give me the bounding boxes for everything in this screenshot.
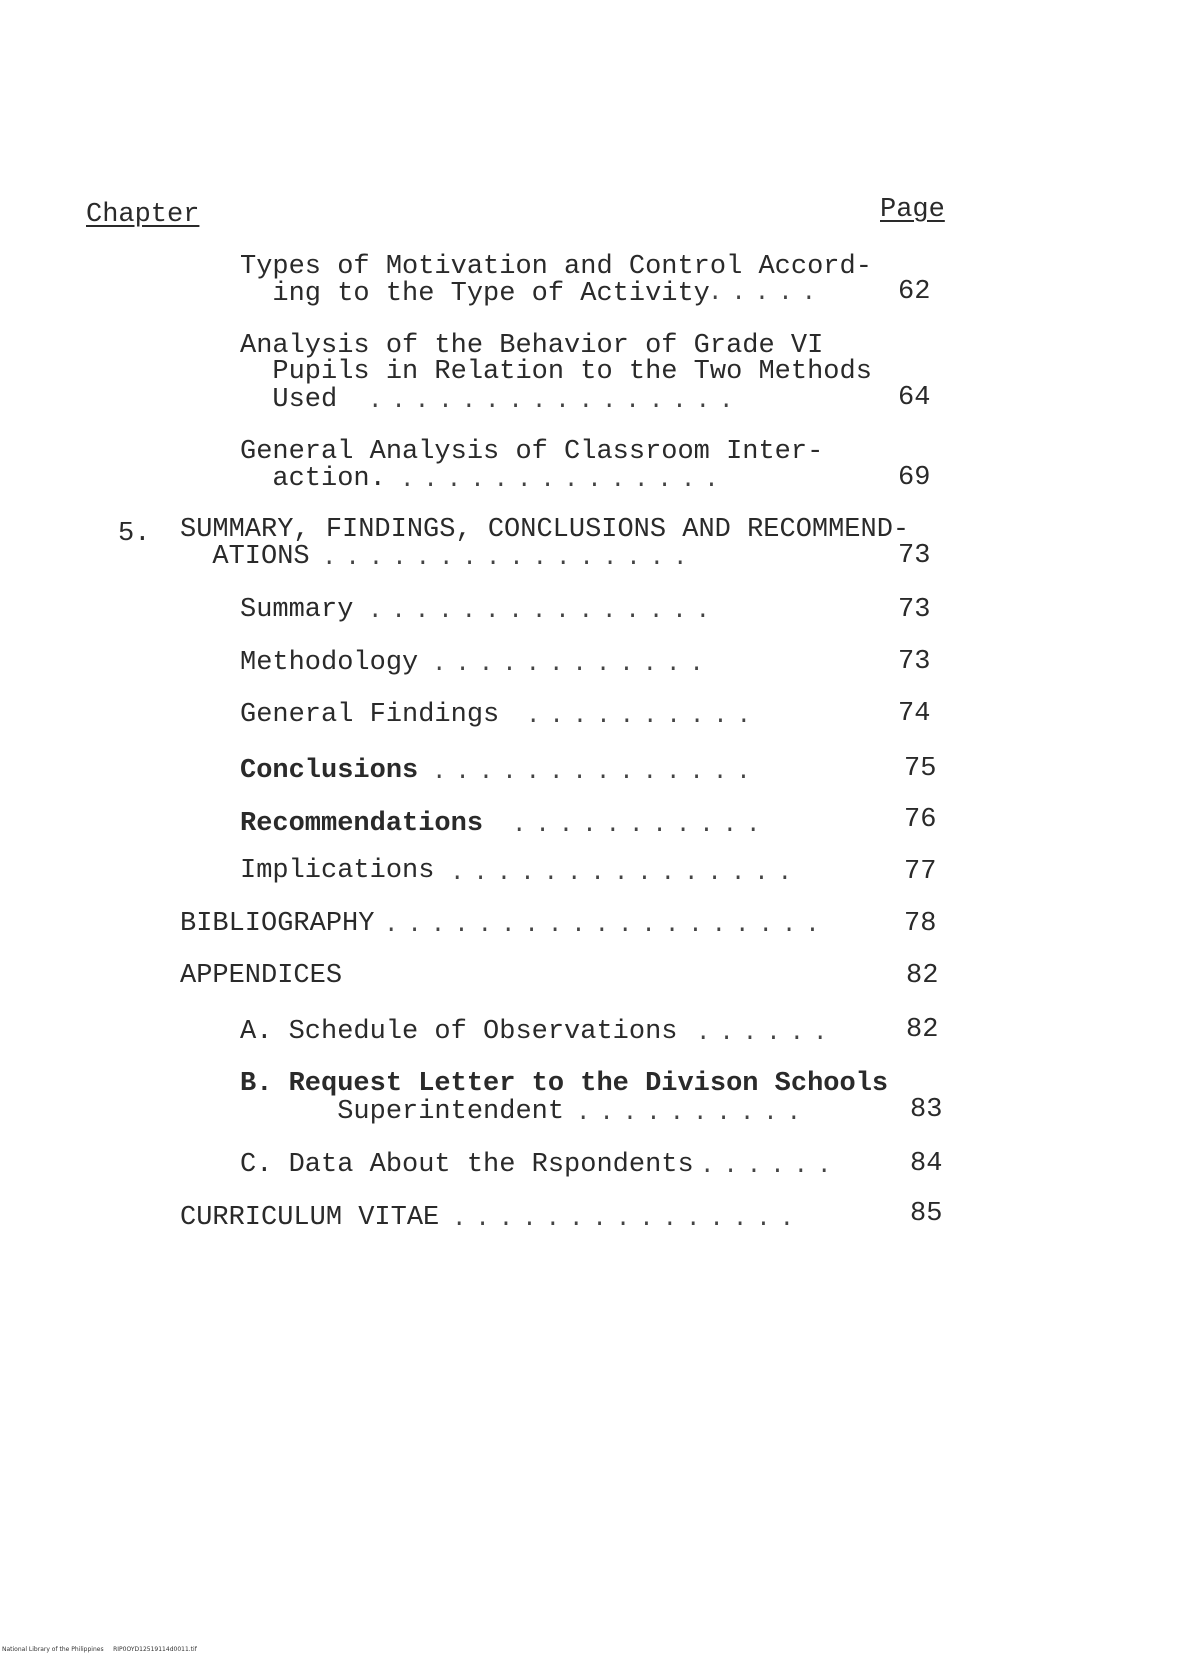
entry-line: ing to the Type of Activity	[240, 279, 710, 309]
leader-dots: ..........	[526, 703, 761, 730]
page-number: 73	[898, 595, 931, 625]
entry-line: General Findings	[240, 700, 500, 730]
leader-dots: ............	[432, 651, 713, 678]
leader-dots: ................	[368, 388, 743, 415]
entry-line: SUMMARY, FINDINGS, CONCLUSIONS AND RECOMMEND-	[180, 515, 910, 545]
page-number: 82	[906, 1015, 939, 1045]
page-number: 82	[906, 961, 939, 991]
page-number: 84	[910, 1149, 943, 1179]
leader-dots: ...................	[384, 912, 829, 939]
page-number: 62	[898, 277, 931, 307]
entry-line: action.	[240, 464, 386, 494]
page-number: 75	[904, 754, 937, 784]
leader-dots: ..............	[432, 759, 760, 786]
leader-dots: .....	[708, 280, 826, 307]
leader-dots: ...........	[512, 812, 770, 839]
entry-line: Conclusions	[240, 756, 419, 786]
leader-dots: ......	[696, 1020, 837, 1047]
entry-line: A. Schedule of Observations	[240, 1017, 678, 1047]
leader-dots: ...............	[368, 598, 720, 625]
entry-line: Types of Motivation and Control Accord-	[240, 252, 872, 282]
entry-line: B. Request Letter to the Divison Schools	[240, 1069, 889, 1099]
page-number: 73	[898, 647, 931, 677]
scan-footer: National Library of the Philippines RIP0OYD12519114d0011.tif	[2, 1646, 197, 1653]
entry-line: C. Data About the Rspondents	[240, 1150, 694, 1180]
page-number: 73	[898, 541, 931, 571]
page-number: 69	[898, 463, 931, 493]
entry-line: BIBLIOGRAPHY	[180, 909, 375, 939]
leader-dots: ................	[322, 545, 697, 572]
chapter-header: Chapter	[86, 200, 200, 230]
page-number: 64	[898, 383, 931, 413]
page-number: 74	[898, 699, 931, 729]
entry-line: ATIONS	[180, 542, 310, 572]
entry-line: Pupils in Relation to the Two Methods	[240, 357, 872, 387]
leader-dots: ...............	[450, 860, 802, 887]
page-number: 76	[904, 805, 937, 835]
entry-line: Implications	[240, 856, 435, 886]
page-number: 83	[910, 1095, 943, 1125]
entry-line: General Analysis of Classroom Inter-	[240, 437, 824, 467]
page-number: 78	[904, 909, 937, 939]
page-header: Page	[880, 195, 945, 225]
leader-dots: ......	[700, 1153, 841, 1180]
leader-dots: ...............	[452, 1206, 804, 1233]
page-number: 85	[910, 1199, 943, 1229]
leader-dots: ..............	[400, 467, 728, 494]
entry-line: Methodology	[240, 648, 419, 678]
entry-line: Analysis of the Behavior of Grade VI	[240, 331, 824, 361]
entry-line: APPENDICES	[180, 961, 343, 991]
entry-line: Used	[240, 385, 338, 415]
chapter-number: 5.	[118, 519, 151, 549]
entry-line: Superintendent	[240, 1097, 565, 1127]
entry-line: CURRICULUM VITAE	[180, 1203, 440, 1233]
leader-dots: ..........	[576, 1100, 811, 1127]
entry-line: Recommendations	[240, 809, 484, 839]
entry-line: Summary	[240, 595, 354, 625]
page-number: 77	[904, 857, 937, 887]
